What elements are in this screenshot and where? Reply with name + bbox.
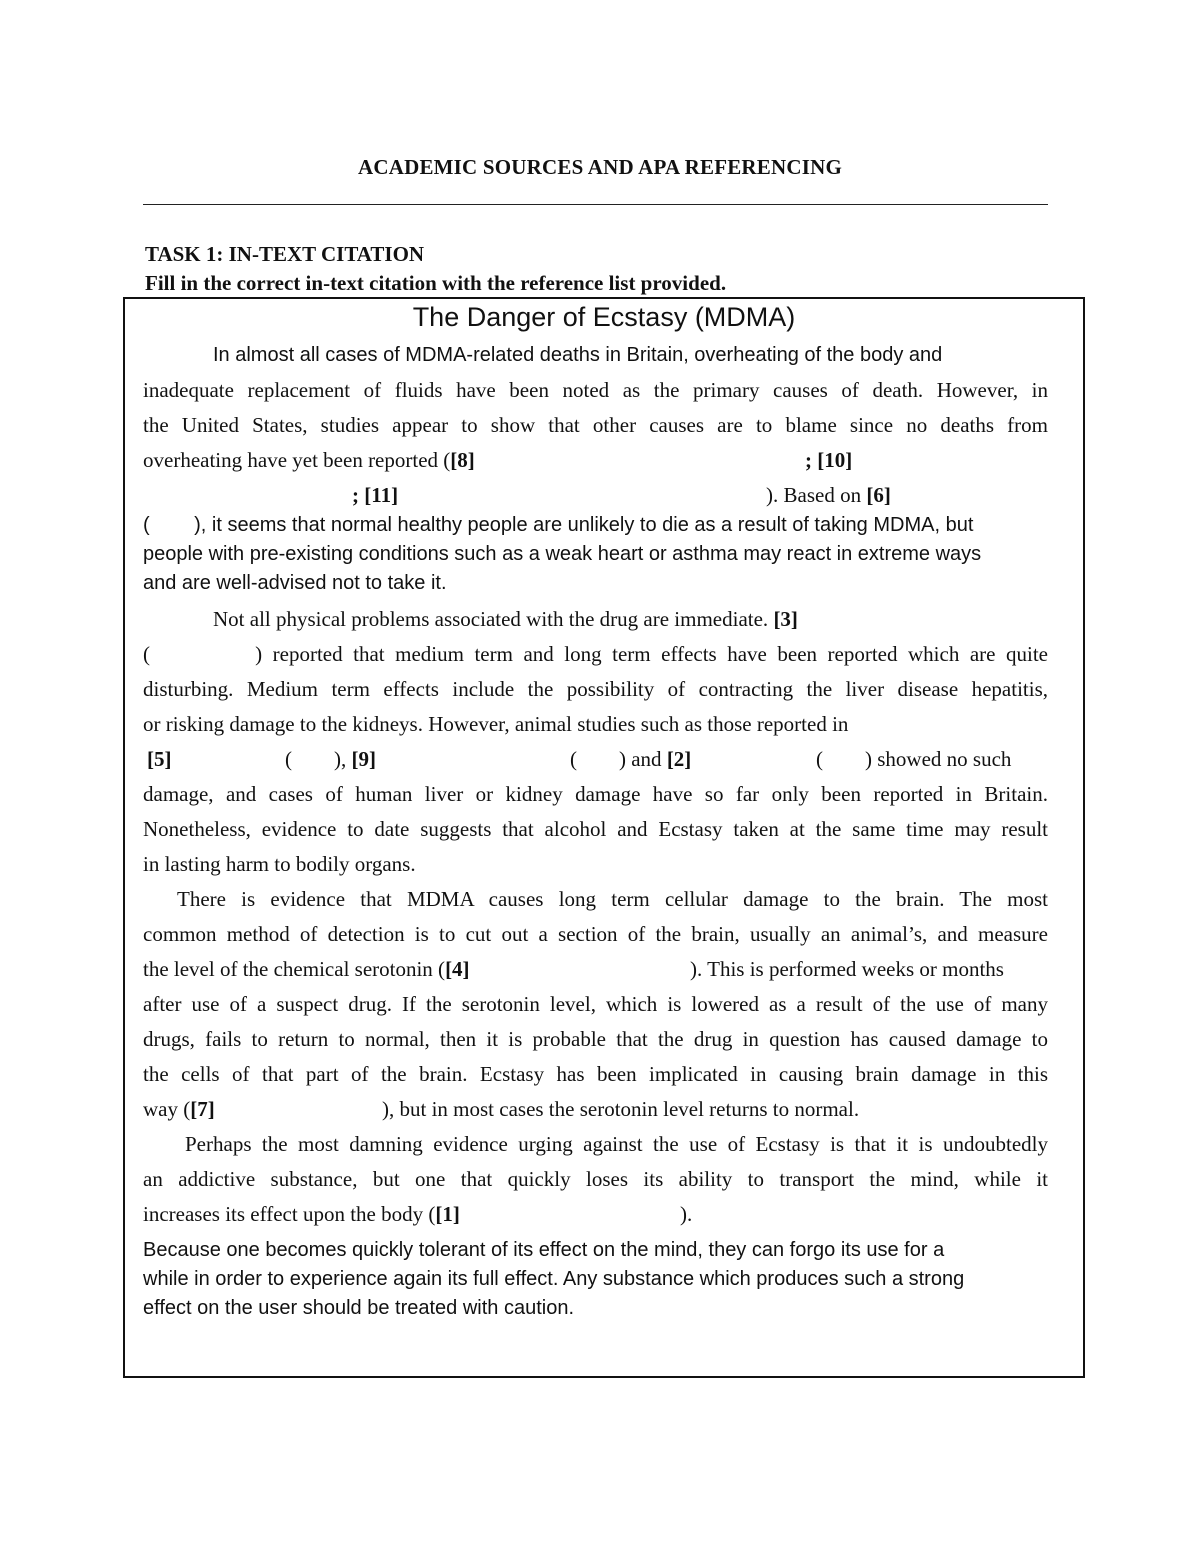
p1-line-7: people with pre-existing conditions such as a weak heart or asthma may react in extreme ways <box>143 543 982 565</box>
citation-blank-8: [8] <box>450 448 475 472</box>
p2-line-1: Not all physical problems associated with the drug are immediate. [3] <box>213 607 798 631</box>
citation-blank-10: ; [10] <box>805 448 853 472</box>
p2-line-7: Nonetheless, evidence to date suggests that alcohol and Ecstasy taken at the same time may result <box>143 817 1048 841</box>
citation-blank-5: [5] <box>147 747 172 771</box>
essay-title: The Danger of Ecstasy (MDMA) <box>412 302 796 332</box>
p3-line-5: drugs, fails to return to normal, then it is probable that the drug in question has caused damage to <box>143 1027 1048 1051</box>
citation-blank-9: [9] <box>351 747 376 771</box>
title-divider <box>143 204 1048 205</box>
p3-line-2: common method of detection is to cut out a section of the brain, usually an animal’s, and measure <box>143 922 1048 946</box>
p2-line-6: damage, and cases of human liver or kidney damage have so far only been reported in Britain. <box>143 782 1048 806</box>
p4-line-5: while in order to experience again its full effect. Any substance which produces such a strong <box>143 1268 965 1290</box>
p2-line-4: or risking damage to the kidneys. However, animal studies such as those reported in <box>143 712 849 736</box>
p2-line-2: ( ) reported that medium term and long term effects have been reported which are quite <box>143 642 1048 666</box>
task-heading: TASK 1: IN-TEXT CITATION <box>145 242 425 266</box>
p4-line-2: an addictive substance, but one that quickly loses its ability to transport the mind, while it <box>143 1167 1048 1191</box>
document-title: ACADEMIC SOURCES AND APA REFERENCING <box>357 155 843 179</box>
p1-line-2: inadequate replacement of fluids have been noted as the primary causes of death. However, in <box>143 378 1048 402</box>
p4-line-3-part-1: increases its effect upon the body ([1] <box>143 1202 460 1226</box>
p1-line-3: the United States, studies appear to show that other causes are to blame since no deaths from <box>143 413 1048 437</box>
citation-blank-11: ; [11] <box>352 483 399 507</box>
citation-blank-1: [1] <box>435 1202 460 1226</box>
citation-blank-3: [3] <box>773 607 798 631</box>
p4-line-4: Because one becomes quickly tolerant of its effect on the mind, they can forgo its use for a <box>143 1239 945 1261</box>
p1-line-6: ( ), it seems that normal healthy people are unlikely to die as a result of taking MDMA, but <box>143 514 974 536</box>
p1-line-5: ). Based on [6] <box>766 483 891 507</box>
p2-line-5-part-3: ( ) showed no such <box>816 747 1012 771</box>
p3-line-3-part-2: ). This is performed weeks or months <box>690 957 1004 981</box>
p2-line-5-part-2: ( ) and [2] <box>570 747 692 771</box>
p3-line-7-part-1: way ([7] <box>143 1097 215 1121</box>
citation-blank-6: [6] <box>866 483 891 507</box>
task-instruction: Fill in the correct in-text citation with the reference list provided. <box>145 271 727 295</box>
p3-line-7-part-2: ), but in most cases the serotonin level returns to normal. <box>382 1097 860 1121</box>
citation-blank-7: [7] <box>190 1097 215 1121</box>
p3-line-6: the cells of that part of the brain. Ecstasy has been implicated in causing brain damage in this <box>143 1062 1048 1086</box>
p4-line-1: Perhaps the most damning evidence urging against the use of Ecstasy is that it is undoubtedly <box>185 1132 1048 1156</box>
p2-line-5-part-1: ( ), [9] <box>285 747 376 771</box>
p1-line-4: overheating have yet been reported ([8] <box>143 448 475 472</box>
p3-line-4: after use of a suspect drug. If the serotonin level, which is lowered as a result of the use of many <box>143 992 1048 1016</box>
p3-line-1: There is evidence that MDMA causes long term cellular damage to the brain. The most <box>177 887 1048 911</box>
p2-line-8: in lasting harm to bodily organs. <box>143 852 416 876</box>
p1-line-1: In almost all cases of MDMA-related deaths in Britain, overheating of the body and <box>213 344 943 366</box>
p2-line-3: disturbing. Medium term effects include the possibility of contracting the liver disease hepatitis, <box>143 677 1048 701</box>
citation-blank-4: [4] <box>445 957 470 981</box>
p1-line-8: and are well-advised not to take it. <box>143 572 447 594</box>
p3-line-3-part-1: the level of the chemical serotonin ([4] <box>143 957 470 981</box>
p4-line-3-part-2: ). <box>680 1202 693 1226</box>
citation-blank-2: [2] <box>666 747 692 771</box>
p4-line-6: effect on the user should be treated with caution. <box>143 1297 575 1319</box>
